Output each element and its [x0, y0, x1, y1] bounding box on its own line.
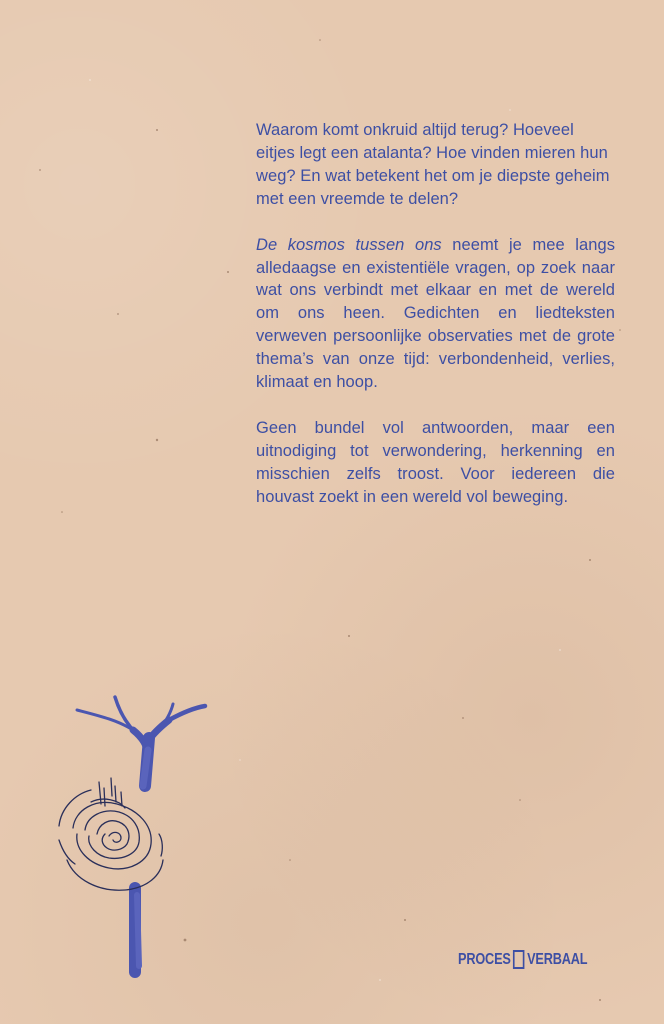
publisher-name-left: PROCES: [458, 950, 511, 968]
publisher-name-right: VERBAAL: [527, 950, 588, 968]
back-cover-blurb: [256, 119, 615, 532]
logo-box-icon: [513, 950, 524, 969]
blurb-paragraph-2: [256, 234, 615, 394]
blurb-paragraph-1: Waarom komt onkruid altijd terug? Hoeveel eitjes legt een atalanta? Hoe vinden mieren hun weg? En wat betekent het om je diepste geheim met een vreemde te delen?: [256, 121, 610, 208]
ink-figure-illustration: [55, 690, 215, 980]
publisher-logo: [458, 950, 587, 969]
book-title: De kosmos tussen ons: [256, 235, 442, 254]
blurb-paragraph-3: Geen bundel vol antwoorden, maar een uitnodiging tot verwondering, herkenning en misschien zelfs troost. Voor iedereen die houvast zoekt in een wereld vol beweging.: [256, 418, 615, 506]
blurb-paragraph-2-text: neemt je mee langs alledaagse en existentiële vragen, op zoek naar wat ons verbindt met elkaar en met de wereld om ons heen. Gedichten en liedteksten verweven persoonlijke observaties met de grote thema’s van onze tijd: verbondenheid, verlies, klimaat en hoop.: [256, 235, 615, 392]
